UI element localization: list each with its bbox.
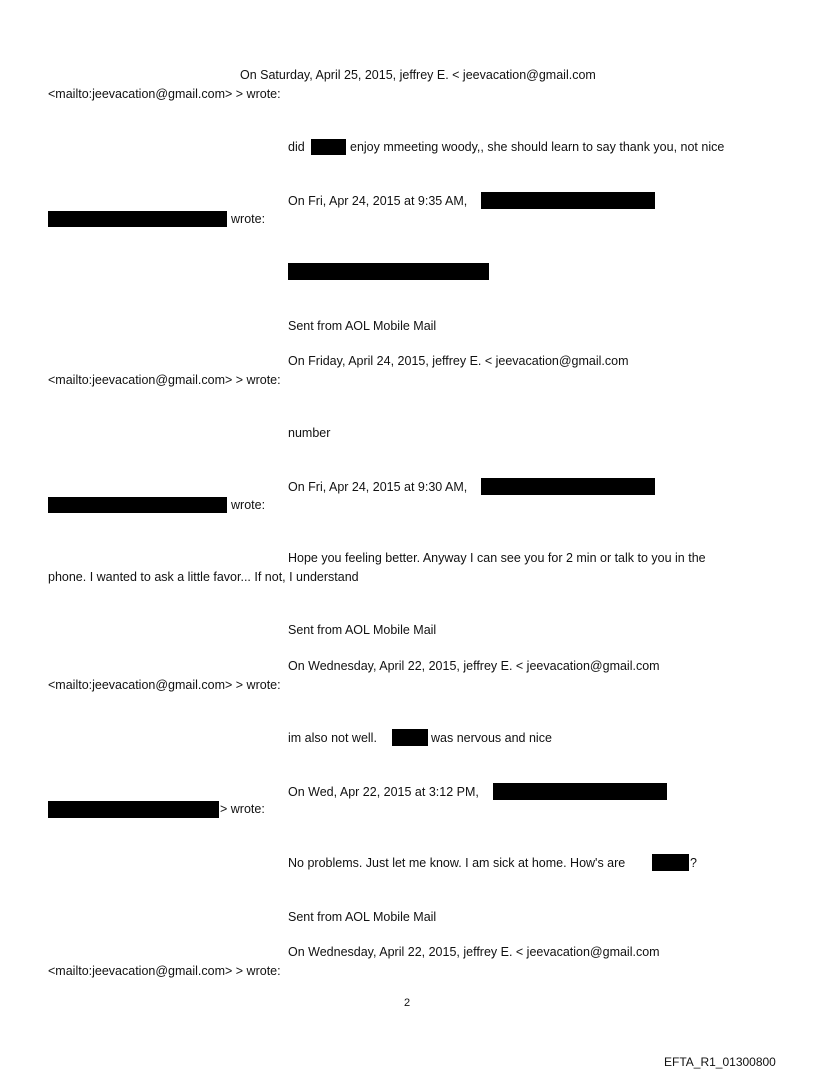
header-line: On Friday, April 24, 2015, jeffrey E. < jeevacation@gmail.com (288, 354, 629, 368)
redaction-box (652, 854, 689, 871)
message-text: phone. I wanted to ask a little favor... If not, I understand (48, 570, 359, 584)
header-line: On Wed, Apr 22, 2015 at 3:12 PM, (288, 785, 479, 799)
redaction-box (48, 801, 219, 818)
header-line: > wrote: (220, 802, 265, 816)
header-line: On Fri, Apr 24, 2015 at 9:35 AM, (288, 194, 468, 208)
redaction-box (481, 478, 655, 495)
header-line: <mailto:jeevacation@gmail.com> > wrote: (48, 373, 281, 387)
redaction-box (288, 263, 489, 280)
message-text: ? (690, 856, 697, 870)
signature-line: Sent from AOL Mobile Mail (288, 623, 437, 637)
redaction-box (48, 497, 227, 513)
redaction-box (311, 139, 346, 155)
message-text: was nervous and nice (431, 731, 552, 745)
message-text: enjoy mmeeting woody,, she should learn to say thank you, not nice (350, 140, 725, 154)
page-number: 2 (404, 997, 411, 1009)
message-text: No problems. Just let me know. I am sick at home. How's are (288, 856, 626, 870)
document-id: EFTA_R1_01300800 (664, 1055, 776, 1069)
signature-line: Sent from AOL Mobile Mail (288, 319, 437, 333)
redaction-box (392, 729, 428, 746)
header-line: <mailto:jeevacation@gmail.com> > wrote: (48, 964, 281, 978)
message-text: im also not well. (288, 731, 377, 745)
redaction-box (481, 192, 655, 209)
header-line: On Fri, Apr 24, 2015 at 9:30 AM, (288, 480, 468, 494)
signature-line: Sent from AOL Mobile Mail (288, 910, 437, 924)
message-text: Hope you feeling better. Anyway I can see you for 2 min or talk to you in the (288, 551, 706, 565)
header-line: On Wednesday, April 22, 2015, jeffrey E. < jeevacation@gmail.com (288, 659, 660, 673)
redaction-box (493, 783, 667, 800)
header-line: On Wednesday, April 22, 2015, jeffrey E. < jeevacation@gmail.com (288, 945, 660, 959)
header-line: wrote: (231, 498, 266, 512)
header-line: wrote: (231, 212, 266, 226)
header-line: <mailto:jeevacation@gmail.com> > wrote: (48, 678, 281, 692)
header-line: On Saturday, April 25, 2015, jeffrey E. < jeevacation@gmail.com (240, 68, 596, 82)
message-text: did (288, 140, 305, 154)
redaction-box (48, 211, 227, 227)
message-text: number (288, 426, 331, 440)
header-line: <mailto:jeevacation@gmail.com> > wrote: (48, 87, 281, 101)
